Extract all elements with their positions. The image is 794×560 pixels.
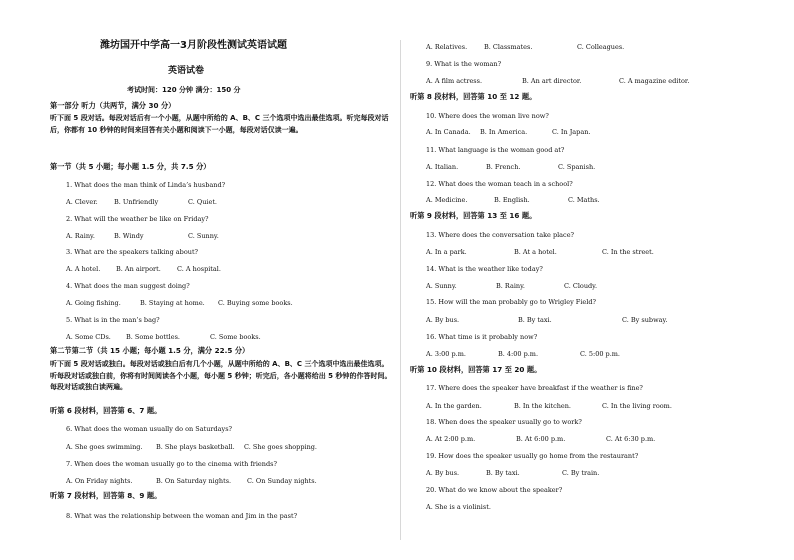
option-c: C. She goes shopping. xyxy=(244,443,317,451)
option-c: C. A magazine editor. xyxy=(619,77,690,85)
question-text: 2. What will the weather be like on Friday? xyxy=(66,215,209,223)
option-b: B. Staying at home. xyxy=(140,299,205,307)
option-a: A. By bus. xyxy=(426,316,460,324)
section1-heading: 第一节（共 5 小题；每小题 1.5 分，共 7.5 分） xyxy=(50,162,211,171)
option-b: B. At 6:00 p.m. xyxy=(516,435,566,443)
question-text: 9. What is the woman? xyxy=(426,60,502,68)
option-c: C. In the living room. xyxy=(602,402,672,410)
question-text: 14. What is the weather like today? xyxy=(426,265,543,273)
option-b: B. English. xyxy=(494,196,530,204)
option-a: A. A film actress. xyxy=(426,77,483,85)
question-text: 16. What time is it probably now? xyxy=(426,333,538,341)
question-text: 17. Where does the speaker have breakfast if the weather is fine? xyxy=(426,384,643,392)
text7-heading: 听第 7 段材料，回答第 8、9 题。 xyxy=(50,491,162,500)
option-c: C. Spanish. xyxy=(558,163,596,171)
exam-title: 潍坊国开中学高一3月阶段性测试英语试题 xyxy=(100,40,287,51)
question-text: 15. How will the man probably go to Wrigley Field? xyxy=(426,298,596,306)
text10-heading: 听第 10 段材料，回答第 17 至 20 题。 xyxy=(410,365,542,374)
option-b: B. On Saturday nights. xyxy=(156,477,232,485)
option-b: B. An airport. xyxy=(116,265,161,273)
option-a: A. In the garden. xyxy=(426,402,482,410)
option-b: B. By taxi. xyxy=(518,316,552,324)
exam-info: 考试时间：120 分钟 满分：150 分 xyxy=(127,86,241,94)
option-c: C. In the street. xyxy=(602,248,654,256)
option-a: A. Clever. xyxy=(66,198,98,206)
question-text: 19. How does the speaker usually go home from the restaurant? xyxy=(426,452,639,460)
option-a: A. A hotel. xyxy=(66,265,101,273)
question-text: 20. What do we know about the speaker? xyxy=(426,486,563,494)
option-a: A. She goes swimming. xyxy=(66,443,143,451)
part1-heading: 第一部分 听力（共两节，满分 30 分） xyxy=(50,101,176,110)
option-b: B. Rainy. xyxy=(496,282,525,290)
question-text: 6. What does the woman usually do on Saturdays? xyxy=(66,425,233,433)
option-c: C. Cloudy. xyxy=(564,282,598,290)
option-a: A. In Canada. xyxy=(426,128,471,136)
option-b: B. Some bottles. xyxy=(126,333,180,341)
option-c: C. By train. xyxy=(562,469,600,477)
option-b: B. Windy xyxy=(114,232,144,240)
option-c: C. In Japan. xyxy=(552,128,591,136)
option-c: C. Some books. xyxy=(210,333,261,341)
option-b: B. An art director. xyxy=(522,77,582,85)
part1-instructions: 听下面 5 段对话。每段对话后有一个小题，从题中所给的 A、B、C 三个选项中选出最佳选项。听完每段对话后，你都有 10 秒钟的时间来回答有关小题和阅读下一小题，每段对话仅读一遍。 xyxy=(50,114,389,134)
option-c: C. By subway. xyxy=(622,316,668,324)
option-b: B. Unfriendly xyxy=(114,198,159,206)
option-a: A. On Friday nights. xyxy=(66,477,133,485)
question-text: 8. What was the relationship between the woman and Jim in the past? xyxy=(66,512,298,520)
question-text: 4. What does the man suggest doing? xyxy=(66,282,190,290)
option-c: C. At 6:30 p.m. xyxy=(606,435,656,443)
option-c: C. Quiet. xyxy=(188,198,217,206)
option-a: A. By bus. xyxy=(426,469,460,477)
question-text: 1. What does the man think of Linda’s husband? xyxy=(66,181,226,189)
section2-instructions: 听下面 5 段对话或独白。每段对话或独白后有几个小题，从题中所给的 A、B、C 三个选项中选出最佳选项。听每段对话或独白前，你将有时间阅读各个小题，每小题 5 秒钟；听完后，各小题将给出 5 秒钟的作答时间。每段对话或独白读两遍。 xyxy=(50,360,392,391)
option-b: B. In America. xyxy=(480,128,528,136)
option-b: B. At a hotel. xyxy=(514,248,557,256)
column-divider xyxy=(400,40,401,540)
option-a: A. At 2:00 p.m. xyxy=(426,435,476,443)
question-text: 7. When does the woman usually go to the cinema with friends? xyxy=(66,460,277,468)
option-c: C. A hospital. xyxy=(177,265,221,273)
option-a: A. Italian. xyxy=(426,163,459,171)
option-a: A. Medicine. xyxy=(426,196,468,204)
option-a: A. Relatives. xyxy=(426,43,468,51)
option-b: B. She plays basketball. xyxy=(156,443,235,451)
option-a: A. In a park. xyxy=(426,248,467,256)
option-c: C. Sunny. xyxy=(188,232,219,240)
option-a: A. She is a violinist. xyxy=(426,503,491,511)
option-c: C. Colleagues. xyxy=(577,43,625,51)
question-text: 13. Where does the conversation take place? xyxy=(426,231,575,239)
option-c: C. Maths. xyxy=(568,196,600,204)
option-b: B. Classmates. xyxy=(484,43,533,51)
option-b: B. 4:00 p.m. xyxy=(498,350,539,358)
question-text: 5. What is in the man’s bag? xyxy=(66,316,160,324)
exam-subtitle: 英语试卷 xyxy=(168,66,205,76)
question-text: 12. What does the woman teach in a school? xyxy=(426,180,573,188)
question-text: 3. What are the speakers talking about? xyxy=(66,248,199,256)
option-b: B. In the kitchen. xyxy=(514,402,571,410)
text8-heading: 听第 8 段材料，回答第 10 至 12 题。 xyxy=(410,92,537,101)
option-a: A. Going fishing. xyxy=(66,299,121,307)
text6-heading: 听第 6 段材料，回答第 6、7 题。 xyxy=(50,406,162,415)
option-a: A. Rainy. xyxy=(66,232,95,240)
option-b: B. By taxi. xyxy=(486,469,520,477)
question-text: 10. Where does the woman live now? xyxy=(426,112,549,120)
option-b: B. French. xyxy=(486,163,521,171)
section2-heading: 第二节第二节（共 15 小题；每小题 1.5 分，满分 22.5 分） xyxy=(50,346,250,355)
text9-heading: 听第 9 段材料，回答第 13 至 16 题。 xyxy=(410,211,537,220)
question-text: 11. What language is the woman good at? xyxy=(426,146,565,154)
option-a: A. Sunny. xyxy=(426,282,457,290)
option-a: A. Some CDs. xyxy=(66,333,111,341)
option-c: C. Buying some books. xyxy=(218,299,293,307)
option-c: C. On Sunday nights. xyxy=(247,477,317,485)
option-a: A. 3:00 p.m. xyxy=(426,350,466,358)
question-text: 18. When does the speaker usually go to work? xyxy=(426,418,582,426)
option-c: C. 5:00 p.m. xyxy=(580,350,620,358)
